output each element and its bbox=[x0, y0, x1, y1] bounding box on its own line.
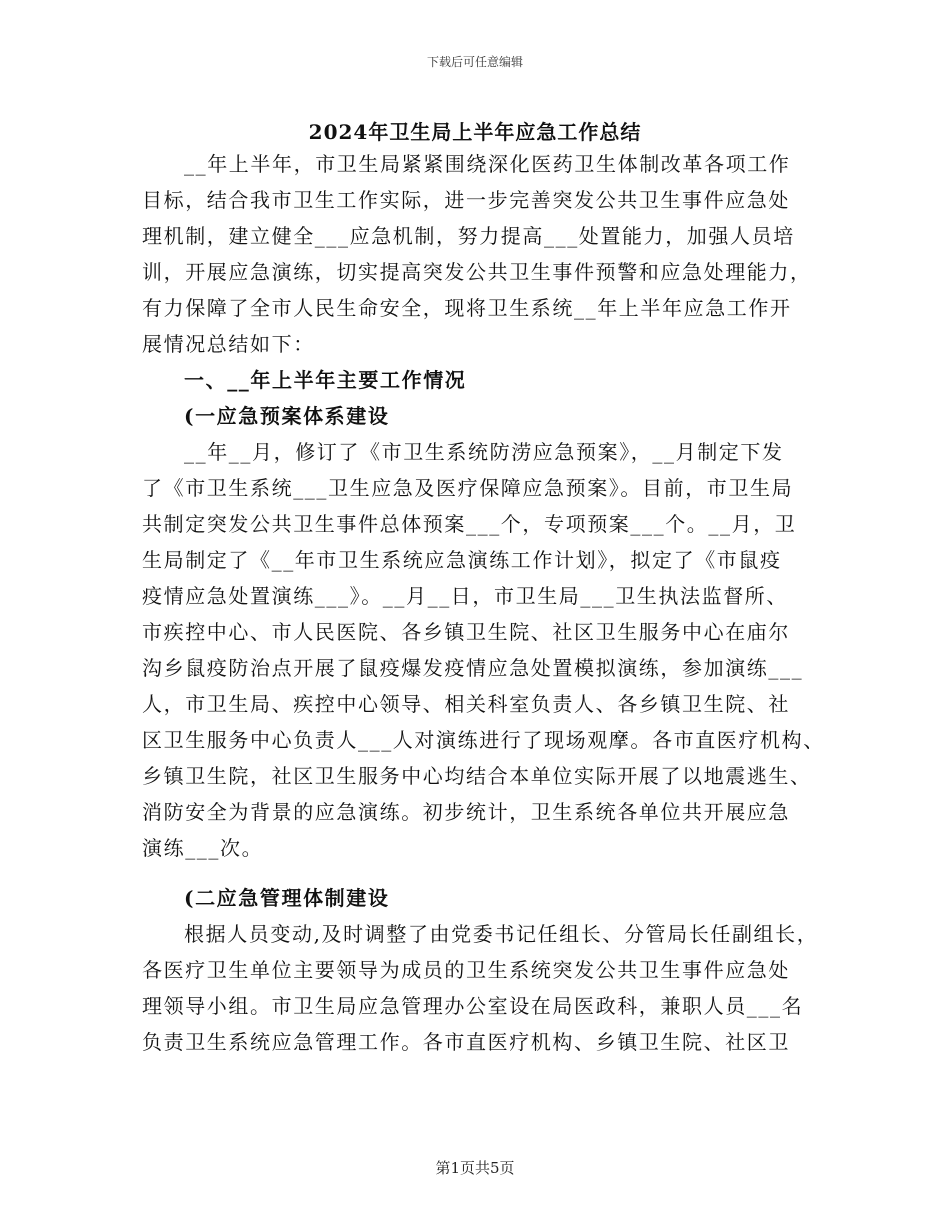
section-heading: 一、__年上半年主要工作情况 bbox=[184, 368, 467, 392]
text-line: 理机制，建立健全___应急机制，努力提高___处置能力，加强人员培 bbox=[142, 224, 795, 248]
text-line: 人，市卫生局、疾控中心领导、相关科室负责人、各乡镇卫生院、社 bbox=[142, 692, 790, 716]
text-line: 了《市卫生系统___卫生应急及医疗保障应急预案》。目前，市卫生局 bbox=[142, 476, 794, 500]
text-line: 各医疗卫生单位主要领导为成员的卫生系统突发公共卫生事件应急处 bbox=[142, 958, 790, 982]
page-number: 第1页共5页 bbox=[435, 1159, 515, 1177]
text-line: __年__月，修订了《市卫生系统防涝应急预案》，__月制定下发 bbox=[184, 440, 784, 464]
text-line: 乡镇卫生院，社区卫生服务中心均结合本单位实际开展了以地震逃生、 bbox=[142, 764, 812, 788]
text-line: 沟乡鼠疫防治点开展了鼠疫爆发疫情应急处置模拟演练，参加演练___ bbox=[142, 656, 804, 680]
section-heading: (二应急管理体制建设 bbox=[184, 886, 390, 910]
section-heading: (一应急预案体系建设 bbox=[184, 404, 390, 428]
text-line: 共制定突发公共卫生事件总体预案___个，专项预案___个。__月，卫 bbox=[142, 512, 797, 536]
header-note: 下载后可任意编辑 bbox=[426, 55, 523, 69]
text-line: 负责卫生系统应急管理工作。各市直医疗机构、乡镇卫生院、社区卫 bbox=[142, 1030, 790, 1054]
paragraph-gap bbox=[142, 866, 808, 880]
text-line: 演练___次。 bbox=[142, 836, 264, 860]
text-line: __年上半年，市卫生局紧紧围绕深化医药卫生体制改革各项工作 bbox=[184, 152, 791, 176]
document-title: 2024年卫生局上半年应急工作总结 bbox=[308, 120, 642, 144]
text-line: 有力保障了全市人民生命安全，现将卫生系统__年上半年应急工作开 bbox=[142, 296, 792, 320]
text-line: 理领导小组。市卫生局应急管理办公室设在局医政科，兼职人员___名 bbox=[142, 994, 804, 1018]
text-line: 生局制定了《__年市卫生系统应急演练工作计划》，拟定了《市鼠疫 bbox=[142, 548, 782, 572]
text-line: 训，开展应急演练，切实提高突发公共卫生事件预警和应急处理能力， bbox=[142, 260, 812, 284]
text-line: 展情况总结如下： bbox=[142, 332, 315, 356]
text-line: 疫情应急处置演练___》。__月__日，市卫生局___卫生执法监督所、 bbox=[142, 584, 788, 608]
text-line: 根据人员变动,及时调整了由党委书记任组长、分管局长任副组长， bbox=[184, 922, 819, 946]
document-body bbox=[142, 146, 825, 1060]
text-line: 区卫生服务中心负责人___人对演练进行了现场观摩。各市直医疗机构、 bbox=[142, 728, 825, 752]
text-line: 目标，结合我市卫生工作实际，进一步完善突发公共卫生事件应急处 bbox=[142, 188, 790, 212]
text-line: 消防安全为背景的应急演练。初步统计，卫生系统各单位共开展应急 bbox=[142, 800, 790, 824]
text-line: 市疾控中心、市人民医院、各乡镇卫生院、社区卫生服务中心在庙尔 bbox=[142, 620, 790, 644]
